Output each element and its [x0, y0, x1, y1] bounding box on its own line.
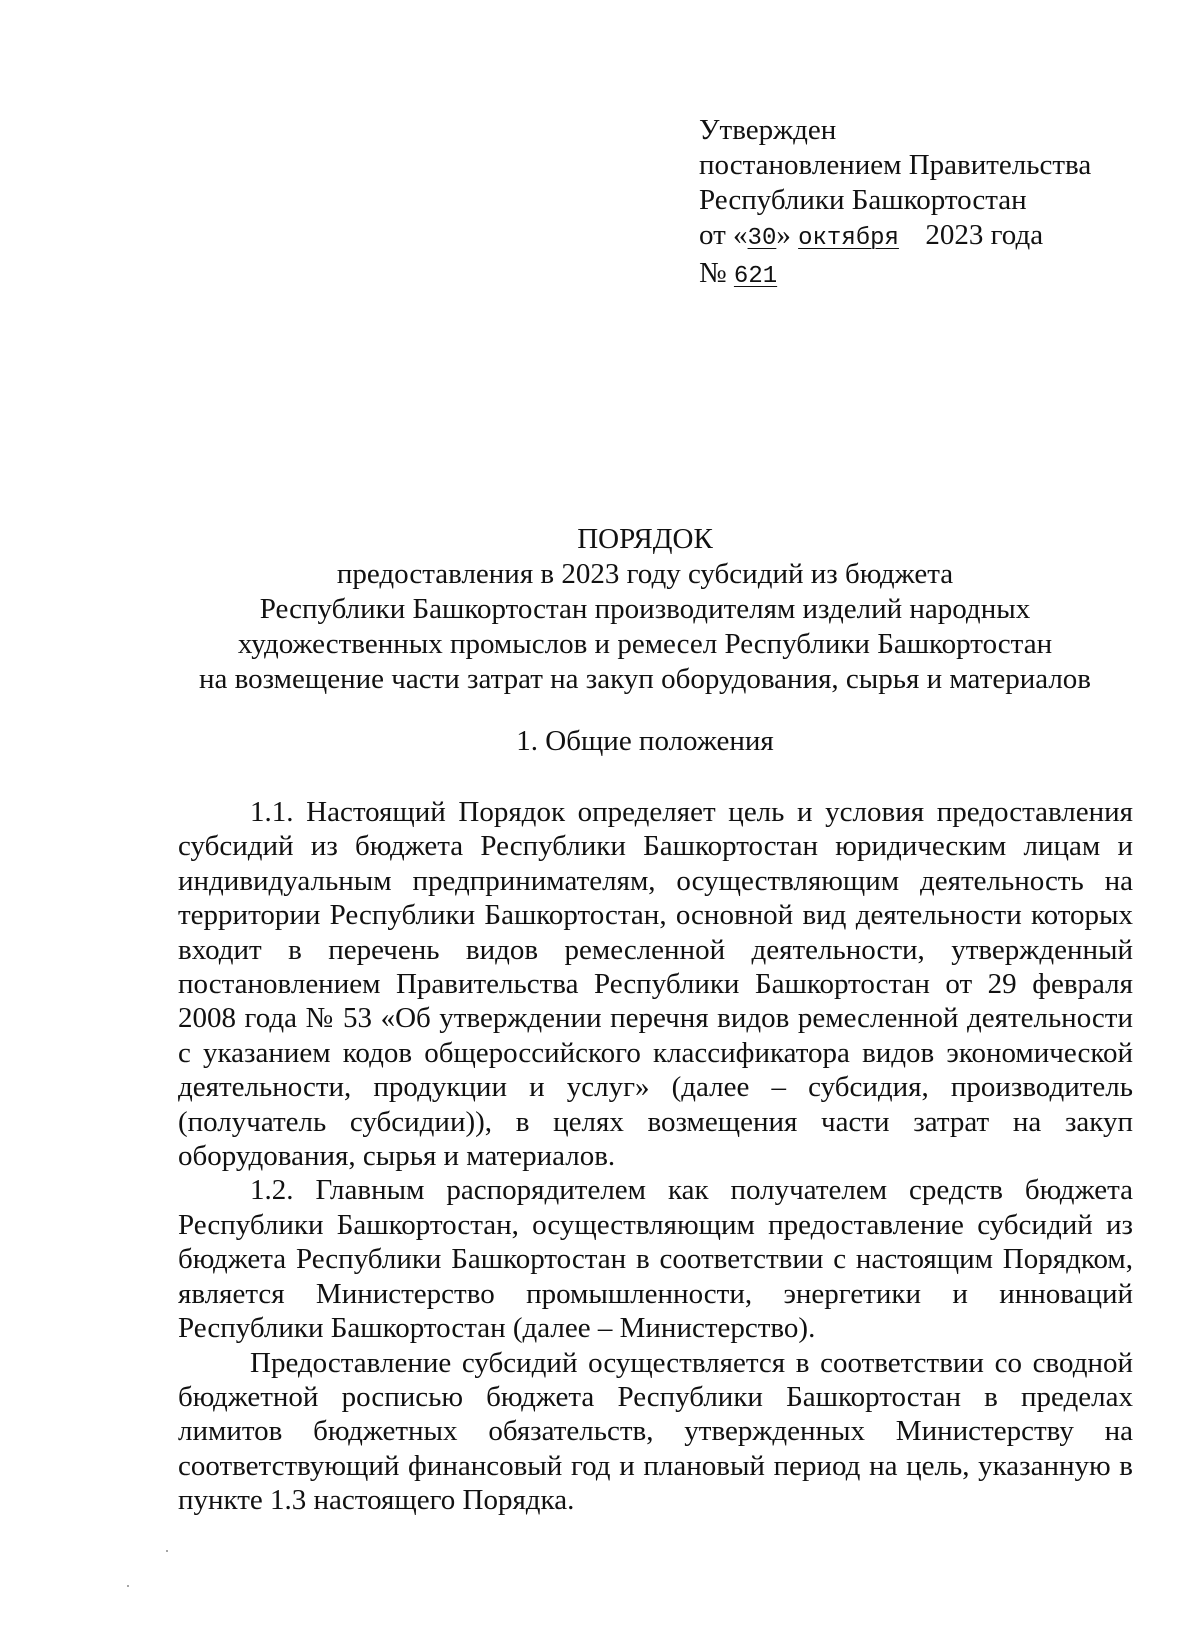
title-line: предоставления в 2023 году субсидий из бюджета: [336, 558, 954, 590]
document-title: [150, 522, 1140, 697]
approval-line: Республики Башкортостан: [699, 184, 1027, 216]
paragraph: Предоставление субсидий осуществляется в соответствии со сводной бюджетной росписью бюджета Республики Башкортостан в пределах лимитов бюджетных обязательств, утвержденных Министерству на соответствующий финансовый год и плановый период на цель, указанную в пункте 1.3 настоящего Порядка.: [178, 1346, 1133, 1517]
title-line: Республики Башкортостан производителям изделий народных: [259, 593, 1031, 625]
title-line: художественных промыслов и ремесел Республики Башкортостан: [237, 628, 1053, 660]
date-day: 30: [747, 225, 777, 252]
approval-number-line: [699, 256, 1159, 294]
number-prefix: №: [699, 257, 734, 289]
scan-speck: [127, 1585, 129, 1587]
date-prefix: от «: [699, 219, 748, 251]
approval-line: постановлением Правительства: [699, 149, 1092, 181]
date-month: октября: [798, 225, 899, 252]
date-suffix: 2023 года: [918, 219, 1044, 251]
date-mid: »: [776, 219, 799, 251]
document-body: [178, 795, 1133, 1518]
paragraph: 1.1. Настоящий Порядок определяет цель и условия предоставления субсидий из бюджета Республики Башкортостан юридическим лицам и индивидуальным предпринимателям, осуществляющим деятельность на территории Республики Башкортостан, основной вид деятельности которых входит в перечень видов ремесленной деятельности, утвержденный постановлением Правительства Республики Башкортостан от 29 февраля 2008 года № 53 «Об утверждении перечня видов ремесленной деятельности с указанием кодов общероссийского классификатора видов экономической деятельности, продукции и услуг» (далее – субсидия, производитель (получатель субсидии)), в целях возмещения части затрат на закуп оборудования, сырья и материалов.: [178, 796, 1133, 1173]
scan-speck: [166, 1550, 168, 1552]
approval-stamp-block: [699, 113, 1159, 294]
title-line: на возмещение части затрат на закуп оборудования, сырья и материалов: [198, 663, 1092, 695]
document-number: 621: [733, 263, 778, 290]
approval-date-line: [699, 218, 1159, 256]
approval-line: Утвержден: [699, 114, 837, 146]
title-heading: ПОРЯДОК: [577, 523, 713, 555]
paragraph: 1.2. Главным распорядителем как получателем средств бюджета Республики Башкортостан, осуществляющим предоставление субсидий из бюджета Республики Башкортостан в соответствии с настоящим Порядком, является Министерство промышленности, энергетики и инноваций Республики Башкортостан (далее – Министерство).: [178, 1174, 1133, 1345]
section-heading: 1. Общие положения: [516, 725, 774, 757]
